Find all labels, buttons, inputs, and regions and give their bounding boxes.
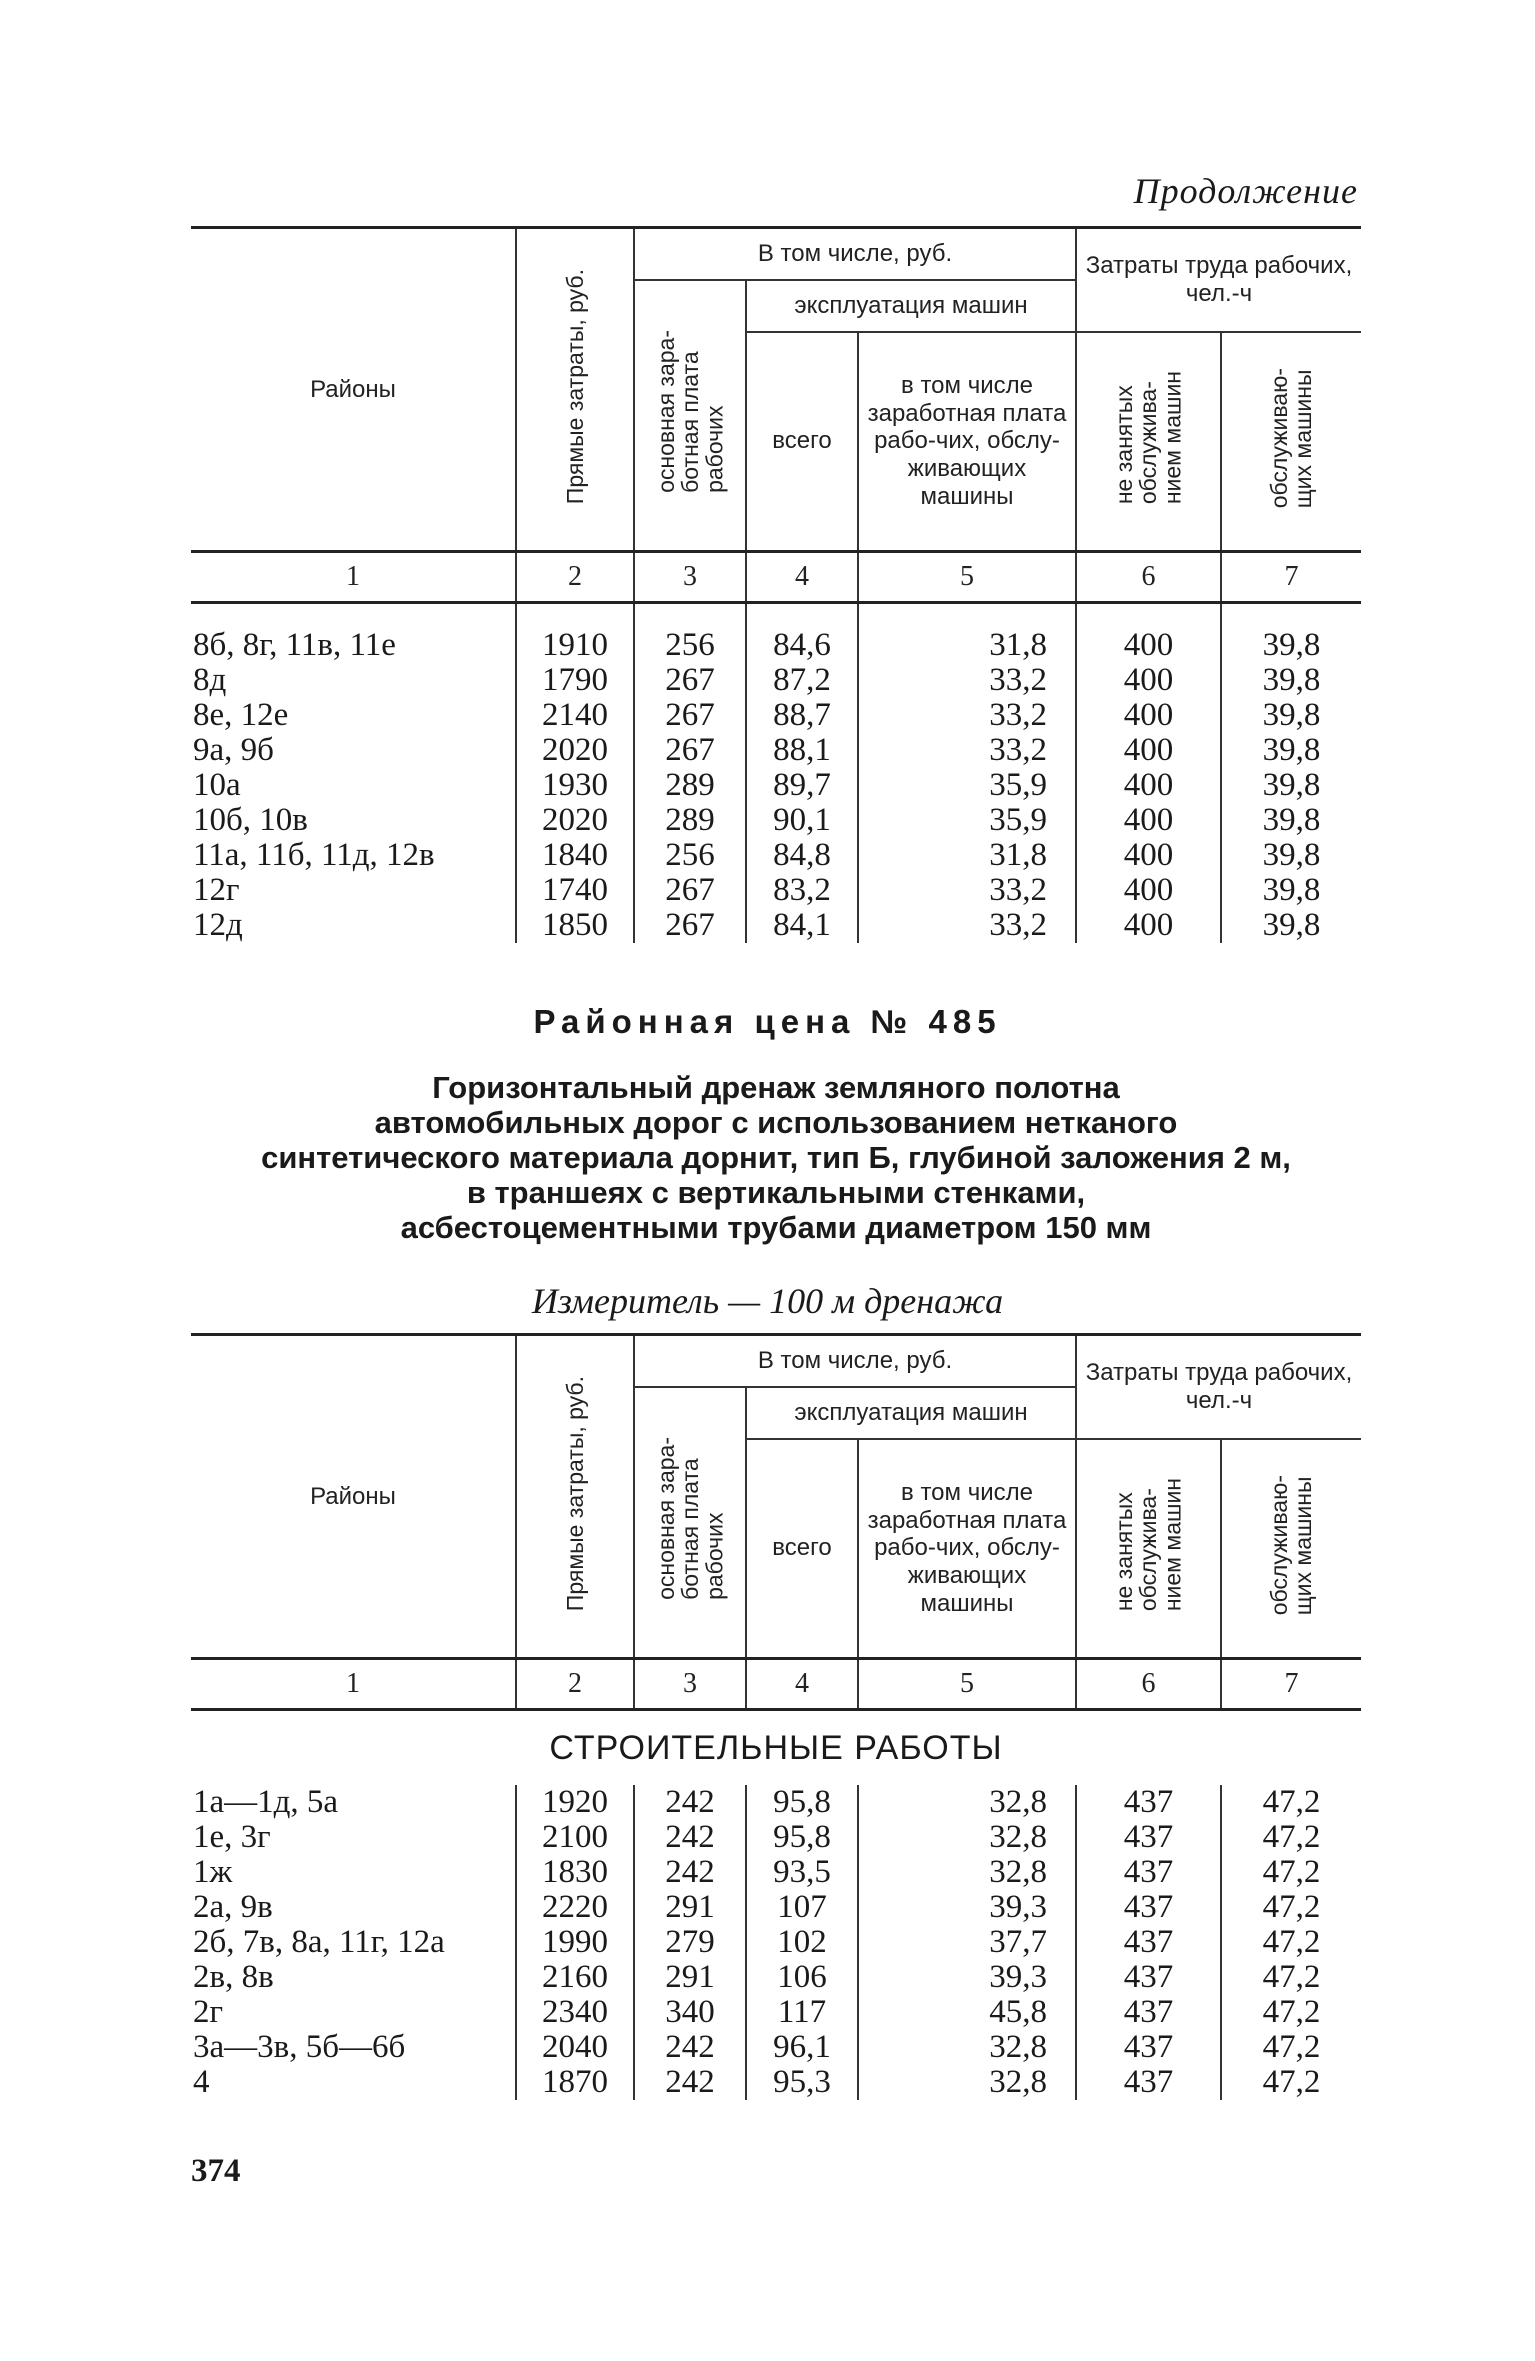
- cell-value: 1990: [516, 1925, 634, 1960]
- description-line: в траншеях с вертикальными стенками,: [466, 1175, 1086, 1210]
- cell-value: 2040: [516, 2030, 634, 2065]
- column-number: 5: [858, 552, 1076, 603]
- cell-value: 437: [1076, 1995, 1221, 2030]
- cell-rayon: 11а, 11б, 11д, 12в: [193, 837, 435, 873]
- table-row: [191, 1995, 1361, 2030]
- cell-value: 39,8: [1221, 663, 1361, 698]
- cell-value: 39,8: [1221, 768, 1361, 803]
- cell-value: 289: [634, 768, 746, 803]
- cell-value: 2100: [516, 1820, 634, 1855]
- column-number: 6: [1076, 1659, 1221, 1710]
- cell-value: 242: [634, 2065, 746, 2100]
- header-v-tom-chisle: В том числе, руб.: [634, 1335, 1076, 1387]
- cell-rayon: 10б, 10в: [193, 802, 308, 838]
- table-row: [191, 663, 1361, 698]
- price-title: Районная цена № 485: [533, 1003, 1002, 1040]
- cell-value: 95,8: [746, 1785, 858, 1820]
- cell-value: 47,2: [1221, 1890, 1361, 1925]
- cell-value: 400: [1076, 663, 1221, 698]
- continuation-label: Продолжение: [1133, 171, 1358, 211]
- cell-value: 89,7: [746, 768, 858, 803]
- table-row: [191, 908, 1361, 943]
- description-line: синтетического материала дорнит, тип Б, глубиной заложения 2 м,: [261, 1140, 1291, 1175]
- cell-value: 47,2: [1221, 1855, 1361, 1890]
- cell-value: 1850: [516, 908, 634, 943]
- section-heading: СТРОИТЕЛЬНЫЕ РАБОТЫ: [549, 1728, 1003, 1767]
- table-body: [191, 1710, 1361, 2101]
- cell-value: 267: [634, 698, 746, 733]
- cell-value: 33,2: [858, 663, 1076, 698]
- cell-value: 242: [634, 2030, 746, 2065]
- cell-value: 83,2: [746, 873, 858, 908]
- table-row: [191, 628, 1361, 663]
- cell-value: 32,8: [858, 1785, 1076, 1820]
- description-line: Горизонтальный дренаж земляного полотна: [432, 1070, 1120, 1105]
- cell-value: 33,2: [858, 698, 1076, 733]
- cell-value: 32,8: [858, 1855, 1076, 1890]
- table-row: [191, 733, 1361, 768]
- cell-value: 84,8: [746, 838, 858, 873]
- cell-rayon: 1а—1д, 5а: [193, 1784, 339, 1820]
- cell-value: 279: [634, 1925, 746, 1960]
- table-row: [191, 2030, 1361, 2065]
- cell-value: 47,2: [1221, 1960, 1361, 1995]
- cell-value: 35,9: [858, 768, 1076, 803]
- cell-value: 437: [1076, 1820, 1221, 1855]
- cell-value: 2340: [516, 1995, 634, 2030]
- cell-rayon: 10а: [193, 767, 241, 803]
- cell-rayon: 12г: [193, 872, 240, 908]
- column-number: 6: [1076, 552, 1221, 603]
- header-vsego: всего: [746, 1439, 858, 1659]
- header-obsluzhivayushih: обслуживаю- щих машины: [1221, 332, 1361, 552]
- cell-value: 1930: [516, 768, 634, 803]
- table-row: [191, 1890, 1361, 1925]
- cell-rayon: 2б, 7в, 8а, 11г, 12а: [193, 1924, 445, 1960]
- cell-value: 437: [1076, 1960, 1221, 1995]
- header-ne-zanyatyh: не занятых обслужива- нием машин: [1076, 332, 1221, 552]
- measure-unit: Измеритель — 100 м дренажа: [531, 1281, 1004, 1321]
- header-zatraty-truda: Затраты труда рабочих, чел.-ч: [1076, 228, 1361, 332]
- cell-value: 437: [1076, 1890, 1221, 1925]
- cell-rayon: 4: [193, 2064, 210, 2100]
- cell-rayon: 2в, 8в: [193, 1959, 274, 1995]
- cell-rayon: 12д: [193, 907, 243, 943]
- cell-value: 2220: [516, 1890, 634, 1925]
- cell-rayon: 8б, 8г, 11в, 11е: [193, 627, 396, 663]
- cell-value: 39,8: [1221, 628, 1361, 663]
- table-row: [191, 2065, 1361, 2100]
- column-number: 7: [1221, 552, 1361, 603]
- cell-value: 47,2: [1221, 2030, 1361, 2065]
- cell-value: 1790: [516, 663, 634, 698]
- cell-value: 242: [634, 1785, 746, 1820]
- page-number: 374: [191, 2153, 241, 2189]
- column-number: 2: [516, 1659, 634, 1710]
- cell-rayon: 1ж: [193, 1854, 233, 1890]
- cell-value: 37,7: [858, 1925, 1076, 1960]
- cell-value: 291: [634, 1960, 746, 1995]
- cell-rayon: 1е, 3г: [193, 1819, 271, 1855]
- column-number: 1: [191, 1659, 516, 1710]
- column-numbers: [191, 552, 1361, 603]
- table-header: [191, 228, 1361, 603]
- table-row: [191, 1785, 1361, 1820]
- header-ekspluatatsiya: эксплуатация машин: [746, 1387, 1076, 1439]
- table-row: [191, 1960, 1361, 1995]
- table-row: [191, 698, 1361, 733]
- cell-value: 47,2: [1221, 1820, 1361, 1855]
- cell-value: 39,3: [858, 1890, 1076, 1925]
- cell-value: 106: [746, 1960, 858, 1995]
- cell-value: 2020: [516, 733, 634, 768]
- cell-value: 33,2: [858, 733, 1076, 768]
- cell-value: 39,3: [858, 1960, 1076, 1995]
- cell-value: 340: [634, 1995, 746, 2030]
- cell-value: 39,8: [1221, 838, 1361, 873]
- cell-value: 267: [634, 873, 746, 908]
- cell-rayon: 2г: [193, 1994, 224, 2030]
- cell-value: 1910: [516, 628, 634, 663]
- header-rayony: Районы: [191, 1335, 516, 1659]
- cell-value: 33,2: [858, 908, 1076, 943]
- cell-value: 32,8: [858, 2065, 1076, 2100]
- column-number: 4: [746, 1659, 858, 1710]
- cell-value: 32,8: [858, 2030, 1076, 2065]
- header-osnovnaya-zp: основная зара- ботная плата рабочих: [634, 1387, 746, 1659]
- table-row: [191, 838, 1361, 873]
- cell-value: 39,8: [1221, 873, 1361, 908]
- column-number: 5: [858, 1659, 1076, 1710]
- header-v-tom-chisle: В том числе, руб.: [634, 228, 1076, 280]
- cell-value: 400: [1076, 768, 1221, 803]
- cell-value: 267: [634, 908, 746, 943]
- cell-value: 107: [746, 1890, 858, 1925]
- cell-value: 93,5: [746, 1855, 858, 1890]
- header-pryamye-zatraty: Прямые затраты, руб.: [516, 228, 634, 552]
- cell-value: 289: [634, 803, 746, 838]
- table-row: [191, 768, 1361, 803]
- cell-value: 267: [634, 663, 746, 698]
- cell-value: 45,8: [858, 1995, 1076, 2030]
- header-ne-zanyatyh: не занятых обслужива- нием машин: [1076, 1439, 1221, 1659]
- cell-rayon: 8д: [193, 662, 227, 698]
- cell-value: 47,2: [1221, 2065, 1361, 2100]
- table-row: [191, 1925, 1361, 1960]
- cell-value: 95,8: [746, 1820, 858, 1855]
- table-row: [191, 873, 1361, 908]
- description-line: автомобильных дорог с использованием нетканого: [374, 1105, 1178, 1140]
- header-zatraty-truda: Затраты труда рабочих, чел.-ч: [1076, 1335, 1361, 1439]
- table-row: [191, 803, 1361, 838]
- cell-value: 84,1: [746, 908, 858, 943]
- cell-value: 400: [1076, 698, 1221, 733]
- cell-value: 1830: [516, 1855, 634, 1890]
- cell-rayon: 8е, 12е: [193, 697, 289, 733]
- table-header: [191, 1335, 1361, 1710]
- cell-value: 39,8: [1221, 733, 1361, 768]
- table-body: [191, 603, 1361, 944]
- cell-value: 1920: [516, 1785, 634, 1820]
- cell-value: 96,1: [746, 2030, 858, 2065]
- cell-value: 88,7: [746, 698, 858, 733]
- cell-value: 90,1: [746, 803, 858, 838]
- cell-value: 117: [746, 1995, 858, 2030]
- cell-value: 437: [1076, 2030, 1221, 2065]
- cell-value: 400: [1076, 908, 1221, 943]
- cell-value: 256: [634, 628, 746, 663]
- header-v-tom-chisle-zp: в том числе заработная плата рабо-чих, обслу-живающих машины: [858, 332, 1076, 552]
- cell-value: 31,8: [858, 838, 1076, 873]
- cell-value: 242: [634, 1820, 746, 1855]
- cell-value: 39,8: [1221, 698, 1361, 733]
- cell-value: 400: [1076, 628, 1221, 663]
- column-number: 3: [634, 1659, 746, 1710]
- cell-value: 267: [634, 733, 746, 768]
- header-rayony: Районы: [191, 228, 516, 552]
- cell-value: 1740: [516, 873, 634, 908]
- cell-value: 35,9: [858, 803, 1076, 838]
- cell-value: 437: [1076, 1855, 1221, 1890]
- cell-value: 1870: [516, 2065, 634, 2100]
- cell-value: 47,2: [1221, 1925, 1361, 1960]
- work-description: [191, 1070, 1361, 1245]
- header-osnovnaya-zp: основная зара- ботная плата рабочих: [634, 280, 746, 552]
- cell-value: 47,2: [1221, 1995, 1361, 2030]
- cell-value: 87,2: [746, 663, 858, 698]
- column-numbers: [191, 1659, 1361, 1710]
- cell-value: 31,8: [858, 628, 1076, 663]
- cell-value: 84,6: [746, 628, 858, 663]
- cell-rayon: 2а, 9в: [193, 1889, 273, 1925]
- header-pryamye-zatraty: Прямые затраты, руб.: [516, 1335, 634, 1659]
- cell-rayon: 9а, 9б: [193, 732, 274, 768]
- column-number: 1: [191, 552, 516, 603]
- column-number: 7: [1221, 1659, 1361, 1710]
- cell-value: 437: [1076, 2065, 1221, 2100]
- cell-value: 2160: [516, 1960, 634, 1995]
- cell-value: 39,8: [1221, 803, 1361, 838]
- cell-value: 400: [1076, 803, 1221, 838]
- cell-value: 102: [746, 1925, 858, 1960]
- cell-value: 242: [634, 1855, 746, 1890]
- cell-value: 437: [1076, 1925, 1221, 1960]
- cell-value: 2020: [516, 803, 634, 838]
- header-vsego: всего: [746, 332, 858, 552]
- table-price-485: [191, 1333, 1361, 2100]
- cell-value: 33,2: [858, 873, 1076, 908]
- cell-value: 88,1: [746, 733, 858, 768]
- cell-value: 256: [634, 838, 746, 873]
- cell-value: 400: [1076, 838, 1221, 873]
- cell-value: 400: [1076, 733, 1221, 768]
- table-row: [191, 1820, 1361, 1855]
- header-ekspluatatsiya: эксплуатация машин: [746, 280, 1076, 332]
- cell-value: 1840: [516, 838, 634, 873]
- description-line: асбестоцементными трубами диаметром 150 мм: [400, 1210, 1152, 1245]
- cell-value: 2140: [516, 698, 634, 733]
- column-number: 3: [634, 552, 746, 603]
- cell-value: 32,8: [858, 1820, 1076, 1855]
- cell-value: 39,8: [1221, 908, 1361, 943]
- cell-value: 291: [634, 1890, 746, 1925]
- column-number: 4: [746, 552, 858, 603]
- table-row: [191, 1855, 1361, 1890]
- table-continuation: [191, 226, 1361, 943]
- header-v-tom-chisle-zp: в том числе заработная плата рабо-чих, обслу-живающих машины: [858, 1439, 1076, 1659]
- header-obsluzhivayushih: обслуживаю- щих машины: [1221, 1439, 1361, 1659]
- cell-value: 47,2: [1221, 1785, 1361, 1820]
- cell-rayon: 3а—3в, 5б—6б: [193, 2029, 406, 2065]
- cell-value: 437: [1076, 1785, 1221, 1820]
- cell-value: 95,3: [746, 2065, 858, 2100]
- column-number: 2: [516, 552, 634, 603]
- cell-value: 400: [1076, 873, 1221, 908]
